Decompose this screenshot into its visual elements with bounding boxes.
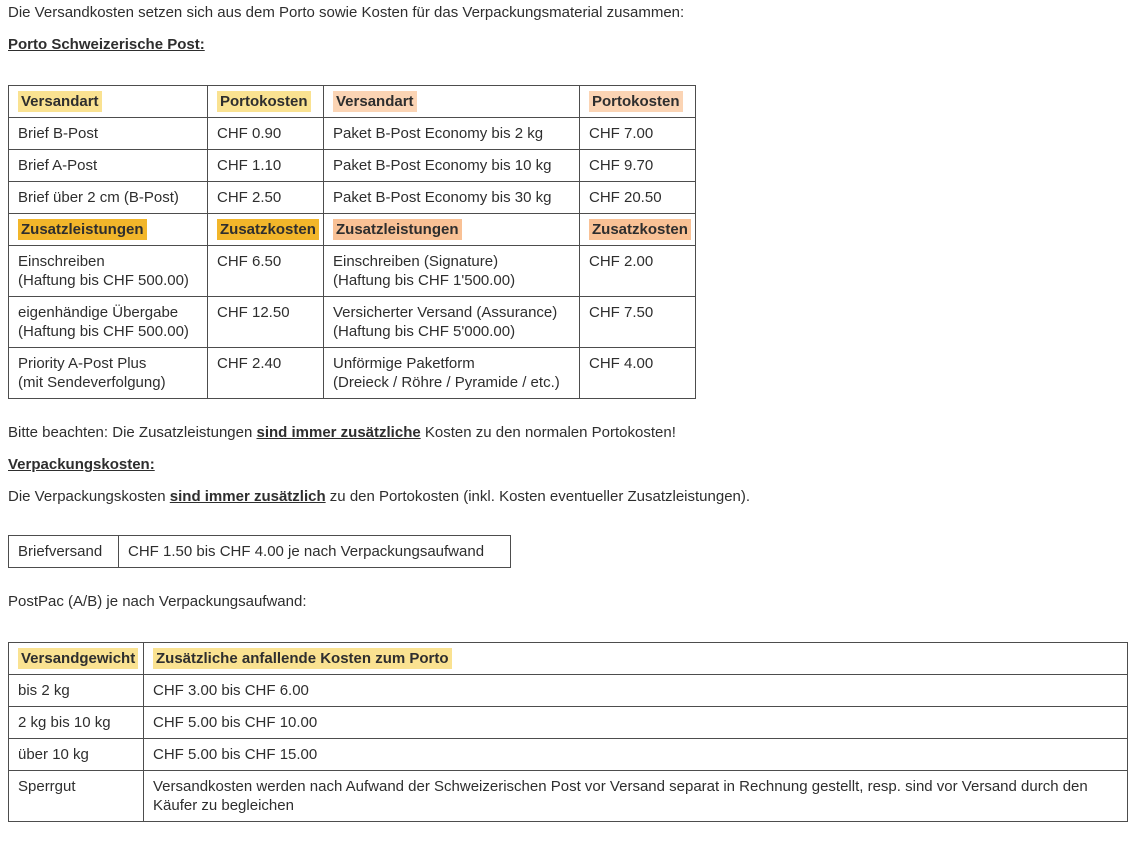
verpackung-heading: Verpackungskosten: bbox=[8, 456, 155, 473]
table-row bbox=[9, 739, 1128, 771]
table-cell bbox=[9, 246, 208, 297]
cell-line: (Haftung bis CHF 5'000.00) bbox=[333, 323, 516, 340]
note-suffix: Kosten zu den normalen Portokosten! bbox=[420, 424, 676, 441]
postpac-header-row bbox=[9, 643, 1128, 675]
porto-heading: Porto Schweizerische Post: bbox=[8, 36, 205, 53]
cell-line: Unförmige Paketform bbox=[333, 355, 475, 372]
header-portokosten-right: Portokosten bbox=[589, 91, 683, 112]
table-cell: Briefversand bbox=[9, 536, 119, 568]
table-cell: Brief A-Post bbox=[9, 150, 208, 182]
header-cell bbox=[324, 214, 580, 246]
table-cell: Sperrgut bbox=[9, 771, 144, 822]
verpackung-text bbox=[8, 487, 1131, 506]
table-cell: CHF 1.50 bis CHF 4.00 je nach Verpackungsaufwand bbox=[119, 536, 511, 568]
table-cell bbox=[324, 297, 580, 348]
table-cell bbox=[324, 246, 580, 297]
header-cell bbox=[580, 214, 696, 246]
table-cell: Versandkosten werden nach Aufwand der Schweizerischen Post vor Versand separat in Rechnung gestellt, resp. sind vor Versand durch den Käufer zu begleichen bbox=[144, 771, 1128, 822]
note-prefix: Bitte beachten: Die Zusatzleistungen bbox=[8, 424, 257, 441]
porto-header-row bbox=[9, 86, 696, 118]
table-cell: Brief B-Post bbox=[9, 118, 208, 150]
table-row bbox=[9, 182, 696, 214]
note-zusatzleistungen bbox=[8, 423, 1131, 442]
header-cell bbox=[9, 214, 208, 246]
cell-line: Versicherter Versand (Assurance) bbox=[333, 304, 558, 321]
table-cell: Paket B-Post Economy bis 10 kg bbox=[324, 150, 580, 182]
header-portokosten-left: Portokosten bbox=[217, 91, 311, 112]
table-cell: CHF 2.40 bbox=[208, 348, 324, 399]
table-row bbox=[9, 297, 696, 348]
table-row bbox=[9, 118, 696, 150]
header-cell bbox=[144, 643, 1128, 675]
porto-subheader-row bbox=[9, 214, 696, 246]
table-row bbox=[9, 246, 696, 297]
table-cell: CHF 7.50 bbox=[580, 297, 696, 348]
table-cell bbox=[9, 297, 208, 348]
table-row bbox=[9, 536, 511, 568]
table-cell: CHF 0.90 bbox=[208, 118, 324, 150]
table-cell: CHF 2.50 bbox=[208, 182, 324, 214]
header-versandart-left: Versandart bbox=[18, 91, 102, 112]
table-row bbox=[9, 150, 696, 182]
table-cell: bis 2 kg bbox=[9, 675, 144, 707]
table-cell: über 10 kg bbox=[9, 739, 144, 771]
table-cell: CHF 12.50 bbox=[208, 297, 324, 348]
cell-line: (Haftung bis CHF 500.00) bbox=[18, 272, 189, 289]
table-cell bbox=[324, 348, 580, 399]
header-zusatzkosten-porto: Zusätzliche anfallende Kosten zum Porto bbox=[153, 648, 452, 669]
porto-table bbox=[8, 85, 696, 399]
note-emphasis: sind immer zusätzliche bbox=[256, 424, 421, 441]
table-row bbox=[9, 348, 696, 399]
table-cell: Brief über 2 cm (B-Post) bbox=[9, 182, 208, 214]
table-cell: CHF 6.50 bbox=[208, 246, 324, 297]
cell-line: (mit Sendeverfolgung) bbox=[18, 374, 166, 391]
postpac-line: PostPac (A/B) je nach Verpackungsaufwand: bbox=[8, 593, 307, 610]
header-versandart-right: Versandart bbox=[333, 91, 417, 112]
table-row bbox=[9, 771, 1128, 822]
table-cell: Paket B-Post Economy bis 30 kg bbox=[324, 182, 580, 214]
subheader-zusatzleistungen-left: Zusatzleistungen bbox=[18, 219, 147, 240]
table-row bbox=[9, 675, 1128, 707]
table-cell: Paket B-Post Economy bis 2 kg bbox=[324, 118, 580, 150]
postpac-table bbox=[8, 642, 1128, 822]
cell-line: Priority A-Post Plus bbox=[18, 355, 147, 372]
table-cell: CHF 7.00 bbox=[580, 118, 696, 150]
verpackung-suffix: zu den Portokosten (inkl. Kosten eventueller Zusatzleistungen). bbox=[325, 488, 751, 505]
table-row bbox=[9, 707, 1128, 739]
table-cell: CHF 5.00 bis CHF 15.00 bbox=[144, 739, 1128, 771]
header-cell bbox=[9, 86, 208, 118]
table-cell bbox=[9, 348, 208, 399]
verpackung-emphasis: sind immer zusätzlich bbox=[169, 488, 326, 505]
cell-line: (Dreieck / Röhre / Pyramide / etc.) bbox=[333, 374, 560, 391]
header-versandgewicht: Versandgewicht bbox=[18, 648, 138, 669]
table-cell: CHF 2.00 bbox=[580, 246, 696, 297]
verpackung-prefix: Die Verpackungskosten bbox=[8, 488, 170, 505]
header-cell bbox=[324, 86, 580, 118]
subheader-zusatzleistungen-right: Zusatzleistungen bbox=[333, 219, 462, 240]
header-cell bbox=[208, 214, 324, 246]
briefversand-table bbox=[8, 535, 511, 568]
intro-text: Die Versandkosten setzen sich aus dem Porto sowie Kosten für das Verpackungsmaterial zusammen: bbox=[8, 4, 685, 21]
header-cell bbox=[9, 643, 144, 675]
cell-line: Einschreiben bbox=[18, 253, 105, 270]
table-cell: 2 kg bis 10 kg bbox=[9, 707, 144, 739]
cell-line: Einschreiben (Signature) bbox=[333, 253, 499, 270]
table-cell: CHF 1.10 bbox=[208, 150, 324, 182]
table-cell: CHF 3.00 bis CHF 6.00 bbox=[144, 675, 1128, 707]
header-cell bbox=[208, 86, 324, 118]
subheader-zusatzkosten-right: Zusatzkosten bbox=[589, 219, 691, 240]
table-cell: CHF 9.70 bbox=[580, 150, 696, 182]
subheader-zusatzkosten-left: Zusatzkosten bbox=[217, 219, 319, 240]
table-cell: CHF 20.50 bbox=[580, 182, 696, 214]
table-cell: CHF 5.00 bis CHF 10.00 bbox=[144, 707, 1128, 739]
cell-line: (Haftung bis CHF 500.00) bbox=[18, 323, 189, 340]
cell-line: eigenhändige Übergabe bbox=[18, 304, 179, 321]
table-cell: CHF 4.00 bbox=[580, 348, 696, 399]
cell-line: (Haftung bis CHF 1'500.00) bbox=[333, 272, 516, 289]
header-cell bbox=[580, 86, 696, 118]
